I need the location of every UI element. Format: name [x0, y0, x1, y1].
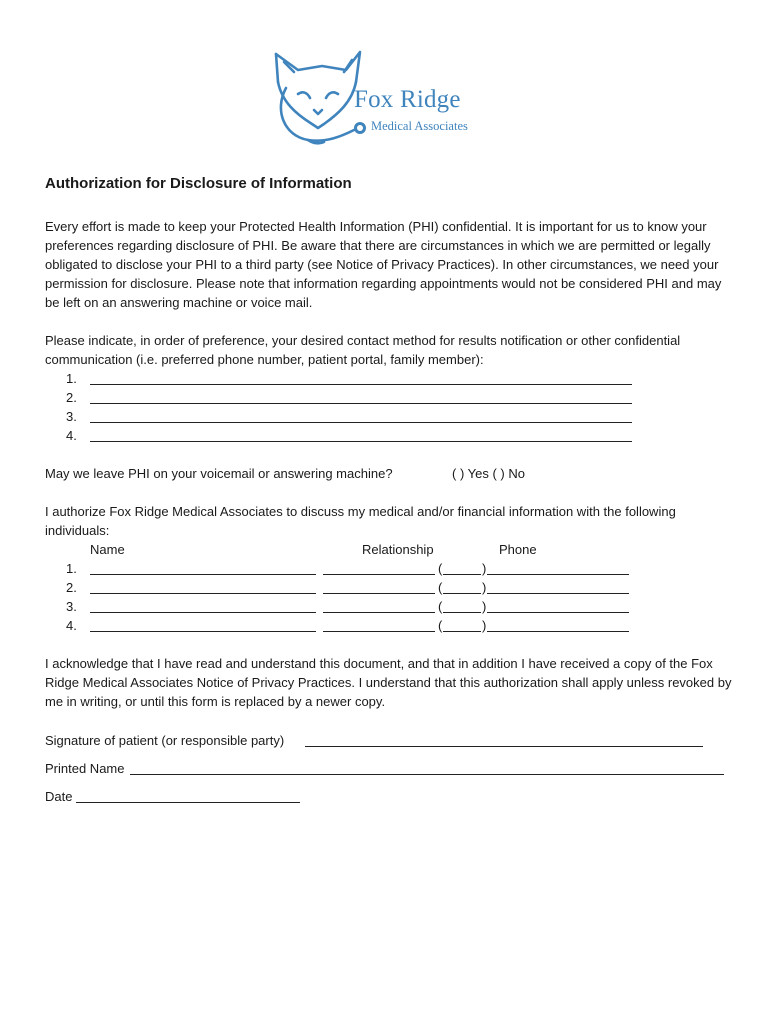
contact-method-1-field[interactable] [90, 384, 632, 385]
individual-1-area-code-field[interactable] [443, 574, 481, 575]
printed-name-label: Printed Name [45, 761, 125, 776]
individual-number-2: 2. [66, 580, 77, 595]
individual-2-area-open: ( [438, 580, 443, 595]
voicemail-yes-no-options[interactable]: ( ) Yes ( ) No [452, 466, 525, 481]
individual-3-area-code-field[interactable] [443, 612, 481, 613]
column-header-relationship: Relationship [362, 542, 434, 557]
individual-1-relationship-field[interactable] [323, 574, 435, 575]
contact-number-2: 2. [66, 390, 77, 405]
individual-number-1: 1. [66, 561, 77, 576]
logo-subtitle: Medical Associates [371, 119, 468, 133]
individual-number-3: 3. [66, 599, 77, 614]
individual-4-phone-field[interactable] [487, 631, 629, 632]
fox-ridge-logo [268, 48, 498, 148]
individual-4-name-field[interactable] [90, 631, 316, 632]
voicemail-question: May we leave PHI on your voicemail or answering machine? [45, 466, 393, 481]
individual-2-relationship-field[interactable] [323, 593, 435, 594]
individual-2-area-code-field[interactable] [443, 593, 481, 594]
contact-method-4-field[interactable] [90, 441, 632, 442]
authorize-paragraph: I authorize Fox Ridge Medical Associates to discuss my medical and/or financial information with the following individuals: [45, 504, 676, 538]
individual-3-phone-field[interactable] [487, 612, 629, 613]
individual-1-area-close: ) [482, 561, 487, 576]
signature-field[interactable] [305, 746, 703, 747]
contact-prompt: Please indicate, in order of preference, your desired contact method for results notification or other confidential communication (i.e. preferred phone number, patient portal, family member): [45, 333, 681, 367]
individual-1-name-field[interactable] [90, 574, 316, 575]
individual-3-area-close: ) [482, 599, 487, 614]
column-header-phone: Phone [499, 542, 537, 557]
individual-2-phone-field[interactable] [487, 593, 629, 594]
acknowledge-paragraph: I acknowledge that I have read and understand this document, and that in addition I have received a copy of the Fox Ridge Medical Associates Notice of Privacy Practices. I understand that this authorization shall apply unless revoked by me in writing, or until this form is replaced by a newer copy. [45, 656, 732, 709]
individual-1-area-open: ( [438, 561, 443, 576]
individual-1-phone-field[interactable] [487, 574, 629, 575]
logo-name: Fox Ridge [354, 86, 461, 113]
contact-method-3-field[interactable] [90, 422, 632, 423]
individual-number-4: 4. [66, 618, 77, 633]
individual-3-relationship-field[interactable] [323, 612, 435, 613]
contact-number-3: 3. [66, 409, 77, 424]
signature-label: Signature of patient (or responsible party) [45, 733, 285, 748]
contact-method-2-field[interactable] [90, 403, 632, 404]
date-label: Date [45, 789, 73, 804]
individual-4-relationship-field[interactable] [323, 631, 435, 632]
individual-4-area-code-field[interactable] [443, 631, 481, 632]
intro-paragraph: Every effort is made to keep your Protected Health Information (PHI) confidential. It is important for us to know your preferences regarding disclosure of PHI. Be aware that there are circumstances in which we are permitted or legally obligated to disclose your PHI to a third party (see Notice of Privacy Practices). In other circumstances, we need your permission for disclosure. Please note that information regarding appointments would not be considered PHI and may be left on an answering machine or voice mail. [45, 219, 722, 310]
printed-name-field[interactable] [130, 774, 724, 775]
individual-2-name-field[interactable] [90, 593, 316, 594]
date-field[interactable] [76, 802, 300, 803]
individual-4-area-close: ) [482, 618, 487, 633]
individual-3-name-field[interactable] [90, 612, 316, 613]
contact-number-1: 1. [66, 371, 77, 386]
individual-4-area-open: ( [438, 618, 443, 633]
individual-2-area-close: ) [482, 580, 487, 595]
contact-number-4: 4. [66, 428, 77, 443]
individual-3-area-open: ( [438, 599, 443, 614]
form-title: Authorization for Disclosure of Information [45, 175, 352, 192]
column-header-name: Name [90, 542, 125, 557]
